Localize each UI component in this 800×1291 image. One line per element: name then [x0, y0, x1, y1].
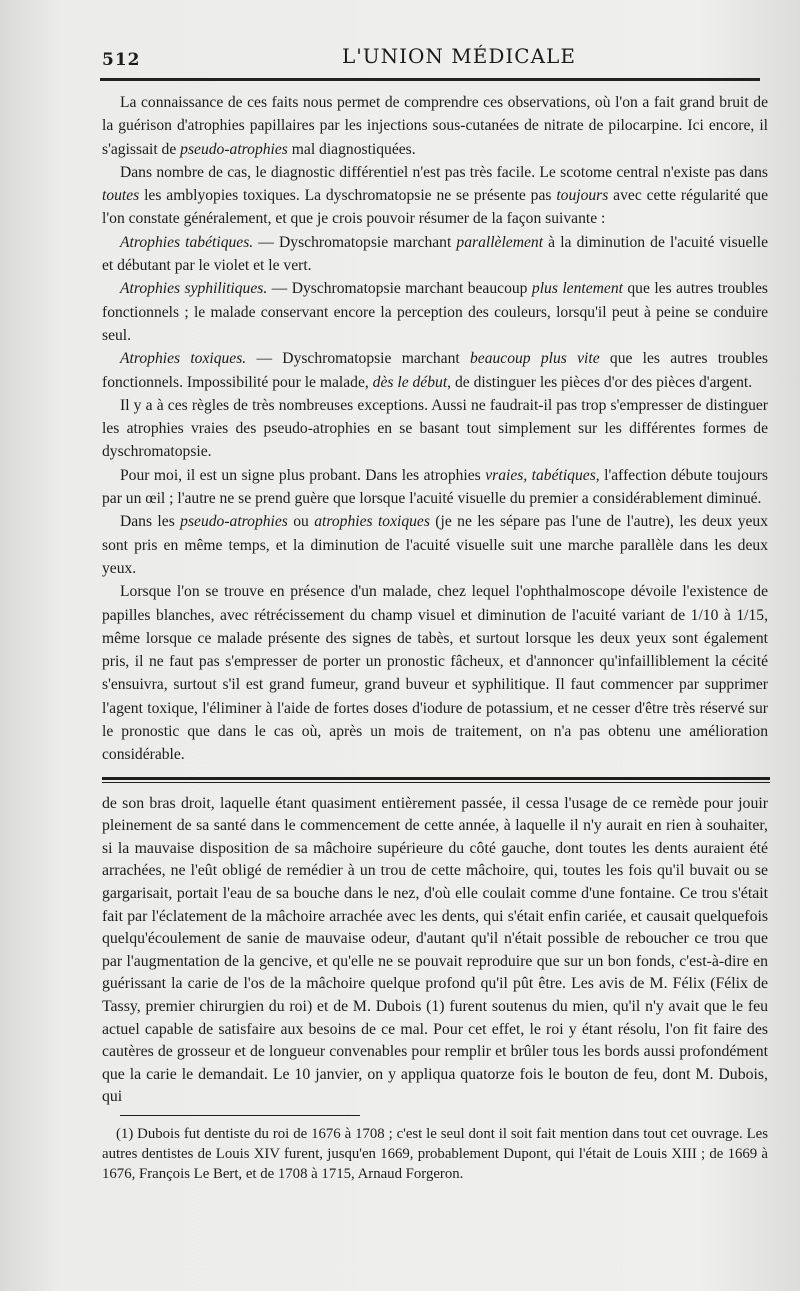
paragraph: Il y a à ces règles de très nombreuses exceptions. Aussi ne faudrait-il pas trop s'empresser de distinguer les atrophies vraies des pseudo-atrophies en se basant tout simplement sur les différentes formes de dyschromatopsie. [102, 396, 768, 461]
section-divider [102, 777, 770, 783]
paragraph: de son bras droit, laquelle étant quasiment entièrement passée, il cessa l'usage de ce remède pour jouir pleinement de sa santé dans le commencement de cette année, à laquelle il n'y aurait en rien à souhaiter, si la mauvaise disposition de sa mâchoire supérieure du côté gauche, dont toutes les dents auraient été arrachées, ne l'eût obligé de remédier à un trou de cette mâchoire, qui, toutes les fois qu'il buvait ou se gargarisait, portait l'eau de sa bouche dans le nez, d'où elle coulait comme d'une fontaine. Ce trou s'était fait par l'éclatement de la mâchoire arrachée avec les dents, qui s'était enfin cariée, et causait quelquefois quelqu'écoulement de sanie de mauvaise odeur, d'autant qu'il n'était possible de reboucher ce trou que par l'augmentation de la gencive, et qu'elle ne se pouvait reproduire que sur un bon fonds, c'est-à-dire en guérissant la carie de l'os de la mâchoire quelque profond qu'il pût être. Les avis de M. Félix (Félix de Tassy, premier chirurgien du roi) et de M. Dubois (1) furent soutenus du mien, qu'il n'y avait que le feu actuel capable de satisfaire aux besoins de ce mal. Pour cet effet, le roi y étant résolu, l'on fit faire des cautères de grosseur et de longueur convenables pour remplir et brûler tous les bords aussi profondément que la carie le demandait. Le 10 janvier, on y appliqua quatorze fois le bouton de feu, dont M. Dubois, qui [102, 794, 768, 1106]
header-rule [100, 78, 760, 81]
paragraph: Dans les pseudo-atrophies ou atrophies toxiques (je ne les sépare pas l'une de l'autre), les deux yeux sont pris en même temps, et la diminution de l'acuité visuelle suit une marche parallèle dans les deux yeux. [102, 513, 769, 577]
footnote [102, 1124, 768, 1184]
article-upper [102, 91, 768, 767]
paragraph: Dans nombre de cas, le diagnostic différentiel n'est pas très facile. Le scotome central n'existe pas dans toutes les amblyopies toxiques. La dyschromatopsie ne se présente pas toujours avec cette régularité que l'on constate généralement, et que je crois pouvoir résumer de la façon suivante : [102, 163, 768, 228]
paragraph: Pour moi, il est un signe plus probant. Dans les atrophies vraies, tabétiques, l'affection débute toujours par un œil ; l'autre ne se prend guère que lorsque l'acuité visuelle du premier a considérablement diminué. [102, 466, 768, 508]
footnote-text: (1) Dubois fut dentiste du roi de 1676 à 1708 ; c'est le seul dont il soit fait mention dans tout cet ouvrage. Les autres dentistes de Louis XIV furent, jusqu'en 1669, probablement Dupont, qui l'était de Louis XIII ; de 1669 à 1676, François Le Bert, et de 1708 à 1715, Arnaud Forgeron. [102, 1125, 768, 1182]
running-title: L'UNION MÉDICALE [342, 44, 576, 68]
paragraph: Atrophies tabétiques. — Dyschromatopsie marchant parallèlement à la diminution de l'acuité visuelle et débutant par le violet et le vert. [102, 233, 768, 275]
page-header [102, 38, 768, 72]
page-number: 512 [102, 50, 141, 70]
paragraph: Atrophies syphilitiques. — Dyschromatopsie marchant beaucoup plus lentement que les autres troubles fonctionnels ; le malade conservant encore la perception des couleurs, lorsqu'il peut à peine se conduire seul. [102, 280, 769, 344]
paragraph: Lorsque l'on se trouve en présence d'un malade, chez lequel l'ophthalmoscope dévoile l'existence de papilles blanches, avec rétrécissement du champ visuel et diminution de l'acuité variant de 1/10 à 1/15, même lorsque ce malade présente des signes de tabès, et surtout lorsque les deux yeux sont également pris, il ne faut pas s'empresser de porter un pronostic fâcheux, et d'annoncer qu'infailliblement la cécité s'ensuivra, surtout s'il est grand fumeur, grand buveur et syphilitique. Il faut commencer par supprimer l'agent toxique, l'éliminer à l'aide de fortes doses d'iodure de potassium, et ne cesser d'être très réservé sur le pronostic que dans le cas où, après un mois de traitement, on n'a pas obtenu une amélioration considérable. [102, 583, 768, 764]
feuilleton-section [102, 793, 768, 1109]
paragraph: Atrophies toxiques. — Dyschromatopsie marchant beaucoup plus vite que les autres troubles fonctionnels. Impossibilité pour le malade, dès le début, de distinguer les pièces d'or des pièces d'argent. [102, 350, 768, 391]
footnote-rule [120, 1115, 360, 1116]
paragraph: La connaissance de ces faits nous permet de comprendre ces observations, où l'on a fait grand bruit de la guérison d'atrophies papillaires par les injections sous-cutanées de nitrate de pilocarpine. Ici encore, il s'agissait de pseudo-atrophies mal diagnostiquées. [102, 94, 768, 158]
